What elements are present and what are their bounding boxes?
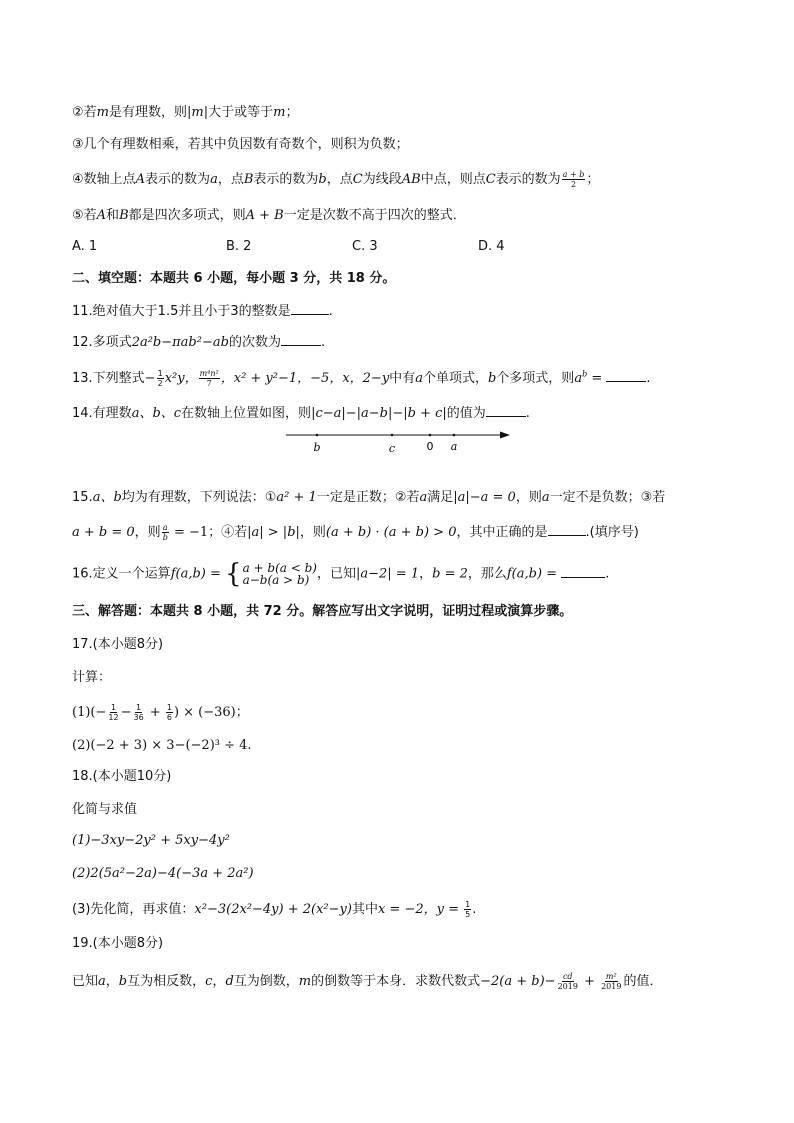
q15-l1b: 一定是正数；②若 [316,490,420,505]
q15-num: 15. [72,490,93,505]
q16-e1: |a−2| = 1 [355,566,420,582]
q16-e2: b = 2 [432,566,468,582]
q11-text: 11.绝对值大于1.5并且小于3的整数是 [72,304,291,319]
s4-p4: 表示的数为 [253,172,319,187]
q19-heading: 19.(本小题8分) [72,936,164,951]
label-b: b [313,441,321,454]
s2-end: ； [285,105,299,120]
q14-end: . [525,406,530,421]
number-line-arrow [500,432,510,439]
label-a: a [450,440,458,453]
q13-frac2 [199,369,220,388]
q18-part2: (2)2(5a²−2a)−4(−3a + 2a²) [72,866,254,881]
s2-abs: |m| [187,105,209,120]
q19-frac1-num: cd [562,972,573,981]
q18-heading: 18.(本小题10分) [72,769,172,784]
question-11 [72,302,333,321]
q19-m: m [298,974,312,989]
q16-row1: a + b(a < b) [242,561,317,575]
question-16 [72,561,609,587]
statement-5 [72,207,466,225]
q16-e3: f(a,b) = [506,566,562,582]
s4-p8: 表示的数为 [495,172,561,187]
q18-frac-den: 5 [465,910,471,919]
q13-a: a [415,371,423,386]
s4-end: ； [586,172,600,187]
q13-end: . [646,371,651,386]
s5-B: B [119,208,129,223]
q13-e1: x²y， [164,371,198,386]
section-3-title: 三、解答题：本题共 8 小题，共 72 分。解答应写出文字说明，证明过程或演算步骤。 [72,604,573,619]
q13-frac1-den: 2 [157,379,163,388]
q19-d: d [225,974,234,989]
q17-frac3 [166,703,173,722]
s4-AB: AB [401,172,421,187]
q16-mid2: ， [419,566,433,582]
q14-answer-blank[interactable] [486,404,526,417]
s4-p2: 表示的数为 [145,172,211,187]
q15-l2h: .(填序号) [585,525,639,540]
q19-frac2-num: m² [605,972,617,981]
s5-p3: 都是四次多项式，则 [128,208,246,223]
q19-t1: 互为相反数， [127,974,206,989]
q15-l1e: a² + 1 [276,490,317,505]
q19-body [72,972,662,991]
s4-p7: 中点，则点 [420,172,486,187]
q13-eq: = [587,371,607,386]
label-zero: 0 [426,440,434,453]
s2-var-m2: m [273,105,286,120]
q19-frac2-den: 2019 [601,982,622,991]
q17-task: 计算： [72,670,112,685]
q19-t3: 的倒数等于本身．求数代数式 [311,974,481,989]
s4-p3: ，点 [217,172,244,187]
s4-p5: ，点 [326,172,353,187]
q17-op2: + [145,705,165,720]
statement-3 [72,136,409,154]
q18-end: . [472,902,477,917]
q19-b: b [118,974,128,989]
q12-answer-blank[interactable] [281,333,321,346]
q16-mid3: ，那么 [467,566,507,582]
number-line [280,426,520,460]
q15-l1g: a [541,490,550,505]
q17-frac3-num: 1 [166,703,172,712]
point-a [453,434,456,437]
q14-post: 的值为 [446,406,486,421]
q18-frac [464,900,471,919]
s4-b: b [318,172,327,187]
s2-mid2: 大于或等于 [208,105,274,120]
q12-expr: 2a²b−πab²−ab [131,335,229,350]
q15-vars: a、b [92,490,122,505]
q16-piecewise [225,561,317,587]
q19-t4: 的值． [623,974,663,989]
s5-p4: 一定是次数不高于四次的整式． [283,208,466,223]
section-2-title: 二、填空题：本题共 6 小题，每小题 3 分，共 18 分。 [72,271,396,286]
q12-end: . [320,335,326,350]
question-14 [72,404,530,423]
q17-part2: (2)(−2 + 3) × 3−(−2)³ ÷ 4. [72,738,252,753]
q19-e2: + [579,974,600,989]
q13-frac2-num: m⁴n² [199,369,219,378]
q17-frac2-den: 36 [133,713,144,722]
s4-B: B [243,172,254,187]
q17-frac1-den: 12 [108,713,119,722]
s2-pre: ②若 [72,105,97,120]
q14-pre: 14.有理数 [72,406,132,421]
q15-l2b: ，则 [134,525,161,540]
s4-p1: ④数轴上点 [72,172,136,187]
q18-p3-expr: x²−3(2x²−4y) + 2(x²−y) [194,902,352,917]
point-zero [429,434,432,437]
q13-mid3: 个多项式，则 [496,371,575,386]
s4-a: a [210,172,218,187]
q12-pre: 12.多项式 [72,335,132,350]
statement-2 [72,104,298,122]
s2-mid: 是有理数，则 [108,105,187,120]
q16-row2: a−b(a > b) [242,573,310,587]
q15-l2e: ，则 [299,525,326,540]
s4-C2: C [485,172,496,187]
q13-frac1 [157,369,164,388]
q14-mid: 在数轴上位置如图，则 [181,406,312,421]
q19-t2: 互为倒数， [233,974,299,989]
s4-p6: 为线段 [362,172,402,187]
q18-part3 [72,900,476,919]
q16-answer-blank[interactable] [561,565,605,578]
label-c: c [388,442,396,455]
q17-frac3-den: 6 [166,713,172,722]
q11-end: . [328,304,333,319]
q16-pre: 16.定义一个运算 [72,566,171,582]
q14-expr: |c−a|−|a−b|−|b + c| [311,406,447,421]
q15-l1e2: |a|−a = 0 [453,490,516,505]
q16-mid: ，已知 [316,566,356,582]
q15-l1a: 均为有理数，下列说法：① [121,490,277,505]
s5-p2: 和 [106,208,120,223]
choice-b: B. 2 [226,239,252,254]
s5-p1: ⑤若 [72,208,97,223]
q17-frac1-num: 1 [110,703,117,712]
q16-fab: f(a,b) = [170,566,226,582]
q15-l1f: ，则 [515,490,542,505]
q17-frac1 [107,703,119,722]
q16-end: . [605,566,610,582]
q13-frac2-den: 7 [206,379,212,388]
q18-p3-pre: (3)先化简，再求值： [72,902,195,917]
q15-frac-num: a [162,523,168,532]
q15-l1c: a [419,490,428,505]
q13-answer-blank[interactable] [606,369,646,382]
q17-frac2-num: 1 [136,703,142,712]
choice-c: C. 3 [352,239,378,254]
q15-frac-den: b [162,533,168,542]
point-c [391,434,394,437]
q19-pre: 已知 [72,974,99,989]
q19-a: a [98,974,106,989]
q19-c2: ， [212,974,226,989]
s4-C: C [352,172,363,187]
q18-frac-num: 1 [465,900,471,909]
q13-mid: 中有 [389,371,416,386]
q15-l2g: ，其中正确的是 [456,525,548,540]
q13-e2: ，x² + y²−1，−5，x，2−y [220,371,390,386]
q18-p3-mid: 其中 [351,902,378,917]
s5-expr: A + B [245,208,284,223]
q15-l2f: (a + b) · (a + b) > 0 [325,525,457,540]
choice-d: D. 4 [478,239,505,254]
q13-mid2: 个单项式， [422,371,488,386]
q15-l2a: a + b = 0 [72,525,135,540]
point-b [316,434,319,437]
s4-fraction [562,170,586,189]
question-15-line2 [72,523,639,542]
q15-l1h: 一定不是负数；③若 [549,490,666,505]
s5-A: A [96,208,107,223]
q17-heading: 17.(本小题8分) [72,637,164,652]
q19-frac1-den: 2019 [557,982,578,991]
q15-l1d: 满足 [427,490,454,505]
q19-frac1 [557,972,579,991]
s4-A: A [135,172,146,187]
q17-frac2 [132,703,144,722]
s2-var-m: m [96,105,109,120]
q19-c: c [205,974,213,989]
q13-frac1-num: 1 [157,369,163,378]
q14-vars: a、b、c [131,406,182,421]
q18-part1: (1)−3xy−2y² + 5xy−4y² [72,833,230,848]
statement-4 [72,170,599,189]
q12-post: 的次数为 [228,335,281,350]
s4-fraction-num: a + b [562,170,585,179]
q13-ab-base: a [574,371,583,386]
q18-p3-values: x = −2，y = [377,902,464,917]
question-13: 13.下列整式− $\frac{1}{2}$ x²y， $\frac{\text{m⁴n²}}{7}$ ，x² + y²−1，−5，x，2−y中有a个单项式，b个多项式，则$a^b$ = . [72,369,651,388]
q16-brace: { [225,559,242,589]
q17-p1-pre: (1)(− [72,705,107,720]
s3-text: ③几个有理数相乘，若其中负因数有奇数个，则积为负数； [72,137,409,152]
question-12 [72,333,325,352]
q13-ab-exp: b [582,369,588,379]
q15-answer-blank[interactable] [548,523,586,536]
q15-l2d: |a| > |b| [247,525,300,540]
q13-b: b [487,371,497,386]
q19-e1: −2(a + b)− [480,974,556,989]
s4-fraction-den: 2 [570,180,577,189]
choice-a: A. 1 [72,239,98,254]
q19-c1: ， [105,974,119,989]
q17-part1 [72,703,249,722]
q15-l2c: = −1；④若 [169,525,248,540]
q17-p1-post: ) × (−36)； [173,705,249,720]
q13-pre: 13.下列整式 [72,371,145,386]
q15-frac [162,523,169,542]
q17-op1: − [120,705,132,720]
q11-answer-blank[interactable] [291,302,329,315]
question-15-line1 [72,489,665,507]
q18-task: 化简与求值 [72,802,138,817]
q19-frac2 [600,972,622,991]
